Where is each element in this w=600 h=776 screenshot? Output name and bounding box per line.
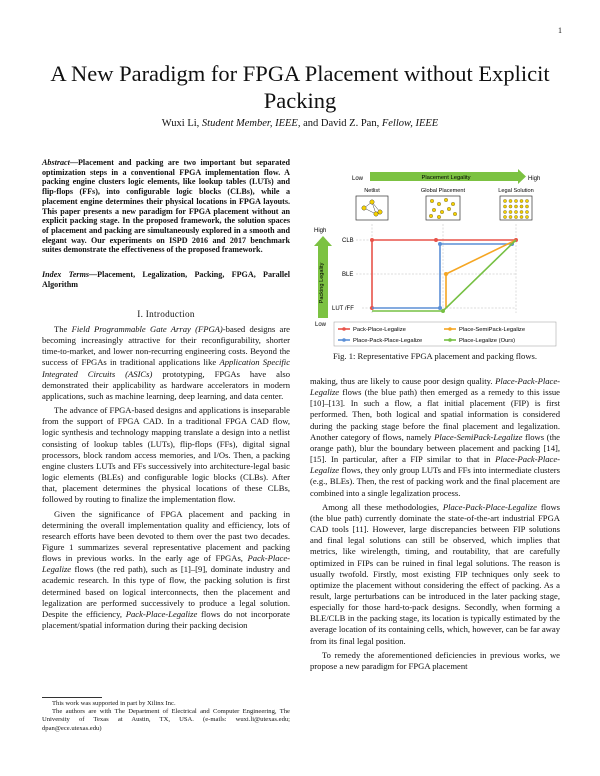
global-placement-icon <box>426 196 460 220</box>
footnote-funding: This work was supported in part by Xilinx Inc. <box>52 700 176 707</box>
level-clb-label: CLB <box>342 238 354 244</box>
footnote-rule <box>42 697 102 698</box>
page-number: 1 <box>558 26 562 35</box>
section-heading: I. Introduction <box>137 309 195 319</box>
legal-solution-icon <box>500 196 532 220</box>
stage-netlist-label: Netlist <box>364 188 380 194</box>
legend-orange: Place-SemiPack-Legalize <box>459 327 526 333</box>
intro-paragraph-3: Given the significance of FPGA placement and packing in determining the overall implementation quality and efficiency, lots of research efforts have been devoted to them over the past two decades. Figure 1 summarizes several representative placement and packing flows in previous works. In the early age of FPGAs, Pack-Place-Legalize flows (the red path), such as [1]–[9], dominate industry and academic research. In this type of flow, the packing solution is first determined based on logical interconnects, then the placement and legalization are performed successively to produce a legal solution. Despite the efficiency, Pack-Place-Legalize flows do not incorporate placement/spatial information during their packing decision <box>42 508 290 631</box>
figure-legend <box>334 322 556 346</box>
stage-legal-label: Legal Solution <box>498 188 534 194</box>
author-role-2: Fellow, IEEE <box>381 118 439 129</box>
legend-red: Pack-Place-Legalize <box>353 327 406 333</box>
stage-global-label: Global Placement <box>420 188 466 194</box>
index-terms-lead: Index Terms <box>42 270 90 279</box>
packing-high-label: High <box>314 228 327 234</box>
placement-legality-label: Placement Legality <box>421 175 471 181</box>
figure-caption: Fig. 1: Representative FPGA placement and packing flows. <box>332 351 538 361</box>
abstract-lead: Abstract <box>42 158 70 167</box>
paper-title: A New Paradigm for FPGA Placement without Explicit Packing <box>50 61 550 113</box>
legend-blue: Place-Pack-Place-Legalize <box>353 338 423 344</box>
index-terms-text: —Placement, Legalization, Packing, FPGA, Parallel Algorithm <box>42 270 290 289</box>
packing-low-label: Low <box>315 322 327 328</box>
right-paragraph-2: Among all these methodologies, Place-Pack-Place-Legalize flows (the blue path) currently dominate the state-of-the-art industrial FPGA CAD tools [11]. However, large discrepancies between FIP solutions and final legal solutions can still be observed, which implies that metrics, like wirelength, timing, and routability, that are carefully optimized in FIPs can be ruined in final legal solutions. The reason is usually twofold. Firstly, most existing FIP techniques only seek to optimize the placement without considering the effect of packing. As a result, large perturbations can be introduced in the later packing stage, especially for those hard-to-pack designs. Secondly, when forming a BLE/CLB in the packing stage, its location is typically estimated by the average location of its containing cells, which, however, can be far away from its final legal position. <box>310 501 561 646</box>
intro-left-column <box>42 324 290 631</box>
footnotes <box>42 700 290 733</box>
right-paragraph-1: making, thus are likely to cause poor design quality. Place-Pack-Place-Legalize flows (the blue path) then emerged as a remedy to this issue [10]–[13]. In such a flow, a flat initial placement (FIP) is first performed. Then, both logical and spatial information is considered during the packing stage before the final placement and legalization. Another category of flows, namely Place-SemiPack-Legalize flows (the orange path), blur the boundary between placement and packing [14], [15]. In particular, after a FIP similar to that in Place-Pack-Place-Legalize flows, they only group LUTs and FFs into intermediate clusters (e.g., BLEs). Then, the rest of packing work and the final placement are combined into a single legalization process. <box>310 376 560 498</box>
legend-green: Place-Legalize (Ours) <box>459 338 516 344</box>
figure-1-diagram <box>312 168 558 348</box>
abstract <box>42 158 290 255</box>
right-column-text <box>310 376 560 672</box>
level-ble-label: BLE <box>342 272 354 278</box>
index-terms <box>42 270 290 289</box>
author-line <box>40 118 560 129</box>
intro-paragraph-1: The Field Programmable Gate Array (FPGA)-based designs are becoming increasingly attractive for their reconfigurability, shorter time-to-market, and lower non-recurring engineering costs. Beyond the success of FPGAs in traditional applications like Application Specific Integrated Circuits (ASICs) prototyping, FPGAs have also demonstrated their applicability as hardware accelerators in modern applications, such as machine learning, deep learning, and data center. <box>42 324 291 401</box>
packing-legality-label: Packing Legality <box>319 262 325 304</box>
netlist-icon <box>356 196 388 220</box>
author-role-1: Student Member, IEEE, <box>201 118 301 129</box>
intro-paragraph-2: The advance of FPGA-based designs and applications is inseparable from the support of FPGA CAD. In a traditional FPGA CAD flow, logic synthesis and technology mapping translate a design into a netlist consisting of lookup tables (LUTs), flip-flops (FFs), digital signal processors, block random access memories, and I/Os. Then, a packing engine clusters LUTs and FFs successively into architecture-legal basic logic elements (BLEs) and configurable logic blocks (CLBs). After that, placement determines the physical locations of these CLBs, followed by routing to finalize the implementation flow. <box>42 405 290 505</box>
author-name-1: Wuxi Li, <box>161 118 200 129</box>
abstract-text: —Placement and packing are two important but separated optimization steps in a conventional FPGA implementation flow. A packing engine clusters logic elements, like lookup tables (LUTs) and flip-flops (FFs), into configurable logic blocks (CLBs), while a placement engine determines their physical locations in FPGA layouts. This paper presents a new paradigm for FPGA placement without an explicit packing stage. In the proposed framework, the solution spaces of placement and packing are simultaneously explored in a smooth and elegant way. Our experiments on ISPD 2016 and 2017 benchmark suites demonstrate the effectiveness of the proposed framework. <box>42 158 290 255</box>
legality-low-label: Low <box>352 176 364 182</box>
right-paragraph-3: To remedy the aforementioned deficiencies in previous works, we propose a new paradigm for FPGA placement <box>310 649 560 671</box>
footnote-affiliation: The authors are with The Department of Electrical and Computer Engineering, The University of Texas at Austin, TX, USA. (e-mails: wuxi.li@utexas.edu; dpan@ece.utexas.edu) <box>42 708 290 732</box>
author-name-2: and David Z. Pan, <box>303 118 380 129</box>
legality-high-label: High <box>528 176 541 182</box>
level-lut-label: LUT /FF <box>332 306 354 312</box>
